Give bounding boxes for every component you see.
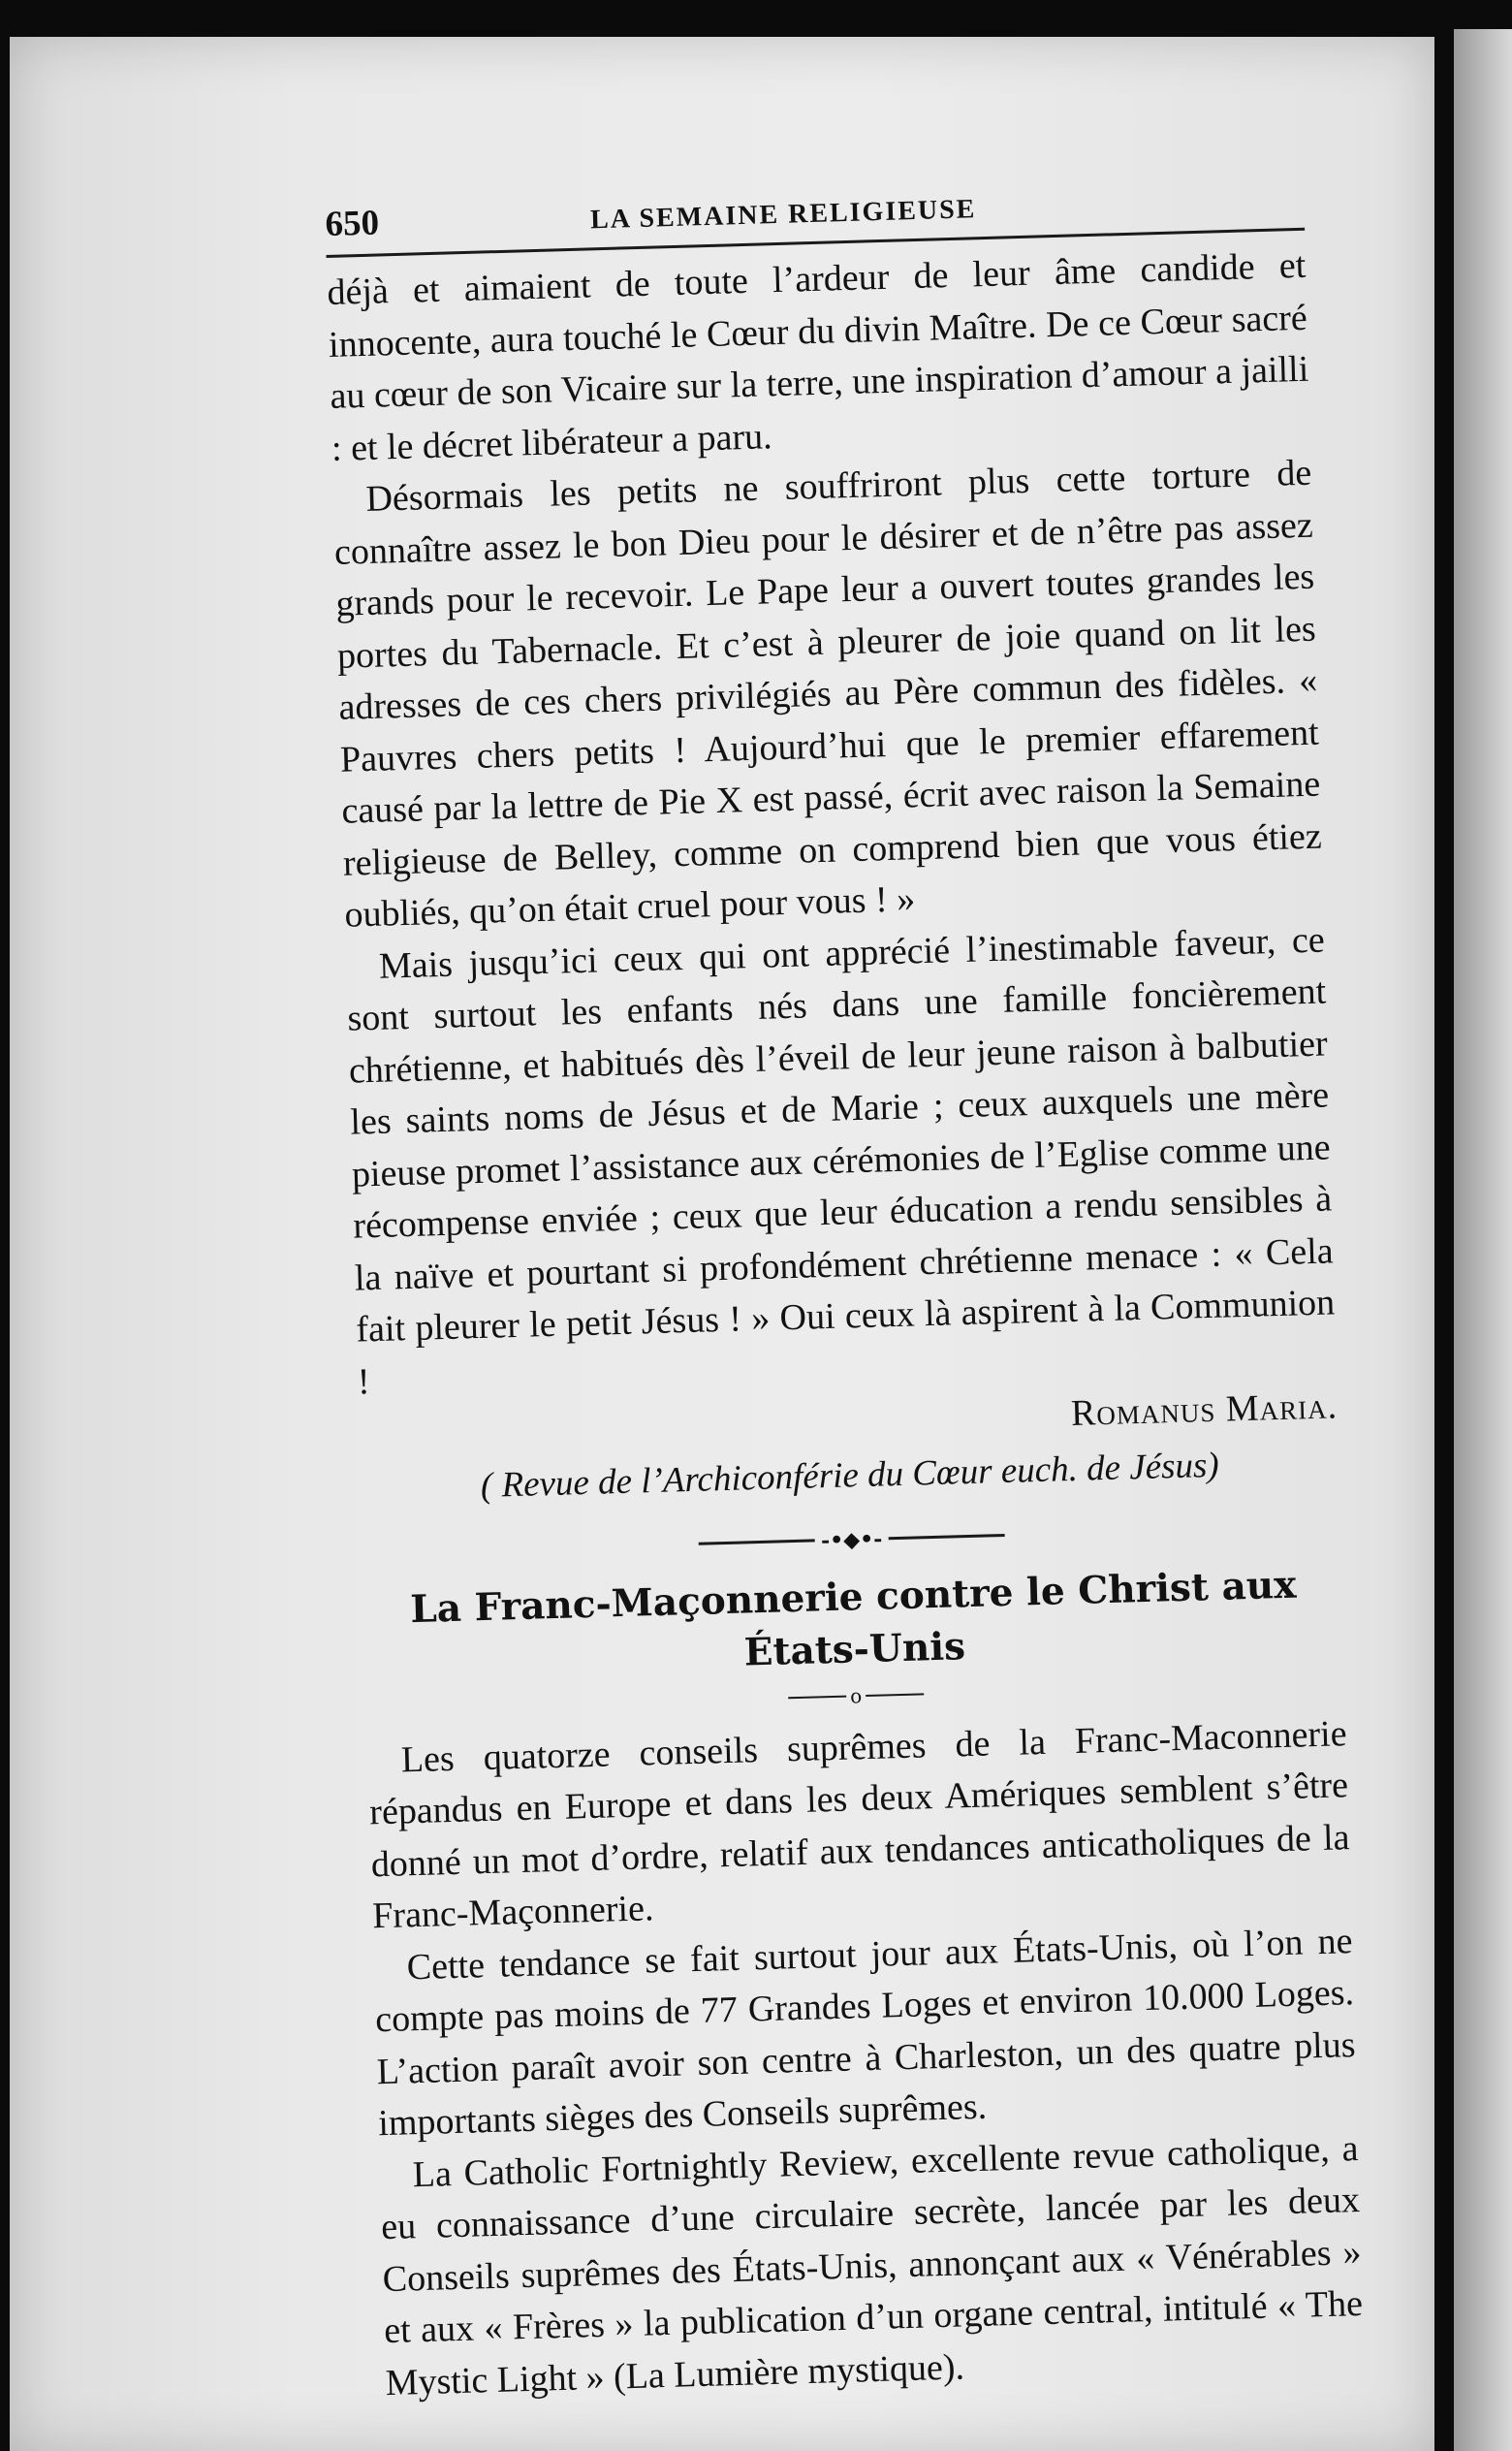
divider-rule-left (788, 1695, 846, 1699)
divider-rule-right (866, 1693, 924, 1697)
author-signature: Romanus Maria. (1070, 1385, 1339, 1434)
page-text-block (325, 176, 1365, 2409)
journal-title: LA SEMAINE RELIGIEUSE (589, 194, 977, 236)
source-citation: ( Revue de l’Archiconférie du Cœur euch. de Jésus) (480, 1445, 1220, 1506)
divider-ornament: -•◆•- (820, 1525, 883, 1553)
paragraph-continued: déjà et aimaient de toute l’ardeur de leur âme candide et innocente, aura touché le Cœur du divin Maître. De ce Cœur sacré au cœur de son Vicaire sur la terre, une inspiration d’amour a jailli : et le décret libérateur a paru. (326, 244, 1309, 469)
section-divider (362, 1516, 1341, 1563)
page-number: 650 (325, 203, 380, 244)
adjacent-page-edge (1454, 29, 1512, 2451)
paragraph: Mais jusqu’ici ceux qui ont apprécié l’inestimable faveur, ce sont surtout les enfants nés dans une famille foncièrement chrétienne, et habitués dès l’éveil de leur jeune raison à balbutier les saints noms de Jésus et de Marie ; ceux auxquels une mère pieuse promet l’assistance aux cérémonies de l’Eglise comme une récompense enviée ; ceux que leur éducation a rendu sensibles à la naïve et pourtant si profondément chrétienne menace : « Cela fait pleurer le petit Jésus ! » Oui ceux là aspirent à la Communion ! (346, 919, 1336, 1403)
article-title: La Franc-Maçonnerie contre le Christ aux États-Unis (409, 1562, 1297, 1674)
paragraph: La Catholic Fortnightly Review, excellente revue catholique, a eu connaissance d’une circulaire secrète, lancée par les deux Conseils suprêmes des États-Unis, annonçant aux « Vénérables » et aux « Frères » la publication d’un organe central, intitulé « The Mystic Light » (La Lumière mystique). (380, 2127, 1364, 2403)
divider-rule-left (699, 1539, 815, 1544)
divider-ornament: o (849, 1683, 863, 1707)
divider-rule-right (888, 1534, 1004, 1540)
paragraph: Les quatorze conseils suprêmes de la Franc-Maconnerie répandus en Europe et dans les deux Amériques semblent s’être donné un mot d’ordre, relatif aux tendances anticatholiques de la Franc-Maçonnerie. (368, 1712, 1351, 1937)
paragraph: Désormais les petits ne souffriront plus cette torture de connaître assez le bon Dieu pour le désirer et de n’être pas assez grands pour le recevoir. Le Pape leur a ouvert toutes grandes les portes du Tabernacle. Et c’est à pleurer de joie quand on lit les adresses de ces chers privilégiés au Père commun des fidèles. « Pauvres chers petits ! Aujourd’hui que le premier effarement causé par la lettre de Pie X est passé, écrit avec raison la Semaine religieuse de Belley, comme on comprend bien que vous étiez oubliés, qu’on était cruel pour vous ! » (333, 452, 1323, 936)
paragraph: Cette tendance se fait surtout jour aux États-Unis, où l’on ne compte pas moins de 77 Grandes Loges et environ 10.000 Loges. L’action paraît avoir son centre à Charleston, un des quatre plus importants sièges des Conseils suprêmes. (374, 1920, 1357, 2145)
